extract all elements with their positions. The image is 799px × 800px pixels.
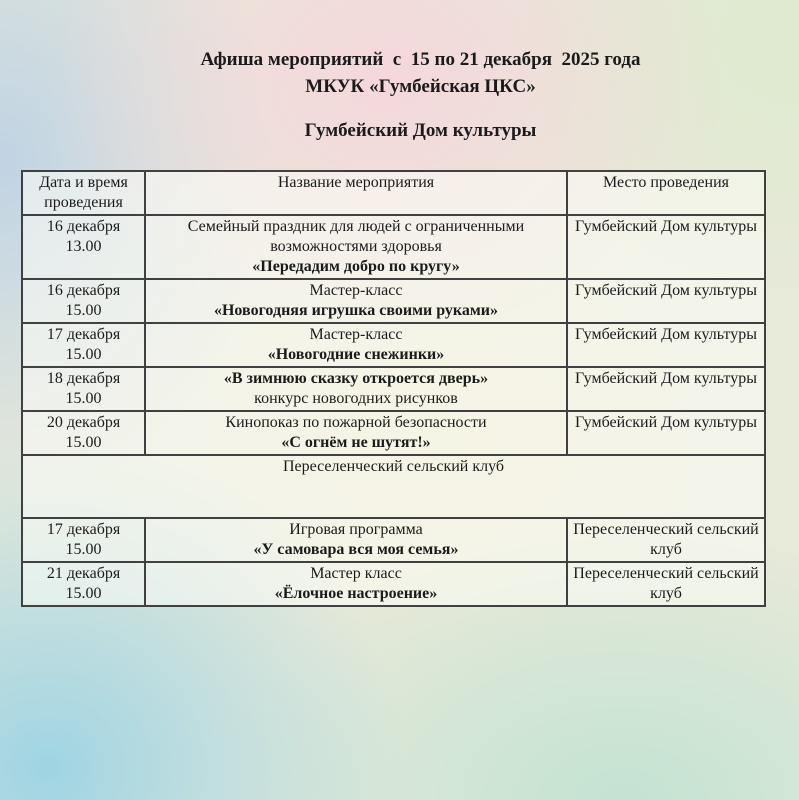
event-description-line: Мастер-класс [309,326,403,343]
date-cell [22,323,145,367]
table-row [22,323,765,367]
venue-cell: Переселенческий сельский клуб [567,518,765,562]
event-title-line: «Передадим добро по кругу» [252,258,460,275]
event-title-line: «Новогодние снежинки» [267,346,445,363]
event-title-line: «У самовара вся моя семья» [253,541,459,558]
event-date: 17 декабря [46,326,121,343]
event-time: 15.00 [65,390,102,407]
column-header-event: Название мероприятия [145,171,567,215]
section-heading-row [22,455,765,518]
table-row [22,411,765,455]
table-row [22,367,765,411]
table-row [22,518,765,562]
event-cell [145,323,567,367]
events-table [21,170,766,607]
venue-cell: Гумбейский Дом культуры [567,367,765,411]
event-cell [145,562,567,606]
event-date: 16 декабря [46,218,121,235]
event-date: 16 декабря [46,282,121,299]
venue-cell: Гумбейский Дом культуры [567,279,765,323]
poster-header [0,46,799,144]
table-header-row [22,171,765,215]
table-row [22,279,765,323]
venue-cell: Гумбейский Дом культуры [567,411,765,455]
event-description-line: возможностями здоровья [270,238,442,255]
date-cell [22,215,145,279]
event-title-line: «С огнём не шутят!» [281,434,431,451]
event-time: 13.00 [65,238,102,255]
event-description-line: Семейный праздник для людей с ограниченными [187,218,525,235]
date-cell [22,562,145,606]
date-cell [22,279,145,323]
column-header-venue: Место проведения [567,171,765,215]
column-header-datetime: Дата и время проведения [22,171,145,215]
organization-name: МКУК «Гумбейская ЦКС» [305,76,536,97]
venue-cell: Гумбейский Дом культуры [567,215,765,279]
venue-section-heading-2: Переселенческий сельский клуб [22,455,765,518]
venue-cell: Переселенческий сельский клуб [567,562,765,606]
event-time: 15.00 [65,434,102,451]
event-date: 20 декабря [46,414,121,431]
event-time: 15.00 [65,585,102,602]
event-description-line: Игровая программа [289,521,423,538]
poster-title: Афиша мероприятий с 15 по 21 декабря 2025 года [200,49,641,70]
event-title-line: «Новогодняя игрушка своими руками» [213,302,498,319]
event-cell [145,518,567,562]
event-date: 21 декабря [46,565,121,582]
table-row [22,215,765,279]
event-cell [145,411,567,455]
event-title-line: «В зимнюю сказку откроется дверь» [223,370,489,387]
event-cell [145,367,567,411]
event-description-line: Кинопоказ по пожарной безопасности [225,414,487,431]
event-date: 18 декабря [46,370,121,387]
venue-cell: Гумбейский Дом культуры [567,323,765,367]
event-time: 15.00 [65,346,102,363]
event-description-line: Мастер класс [310,565,402,582]
event-title-line: «Ёлочное настроение» [274,585,438,602]
event-time: 15.00 [65,541,102,558]
event-time: 15.00 [65,302,102,319]
date-cell [22,367,145,411]
event-cell [145,215,567,279]
venue-section-heading-1: Гумбейский Дом культуры [304,120,537,141]
date-cell [22,518,145,562]
table-row [22,562,765,606]
event-cell [145,279,567,323]
event-description-line: Мастер-класс [309,282,403,299]
event-description-line: конкурс новогодних рисунков [254,390,458,407]
event-date: 17 декабря [46,521,121,538]
date-cell [22,411,145,455]
